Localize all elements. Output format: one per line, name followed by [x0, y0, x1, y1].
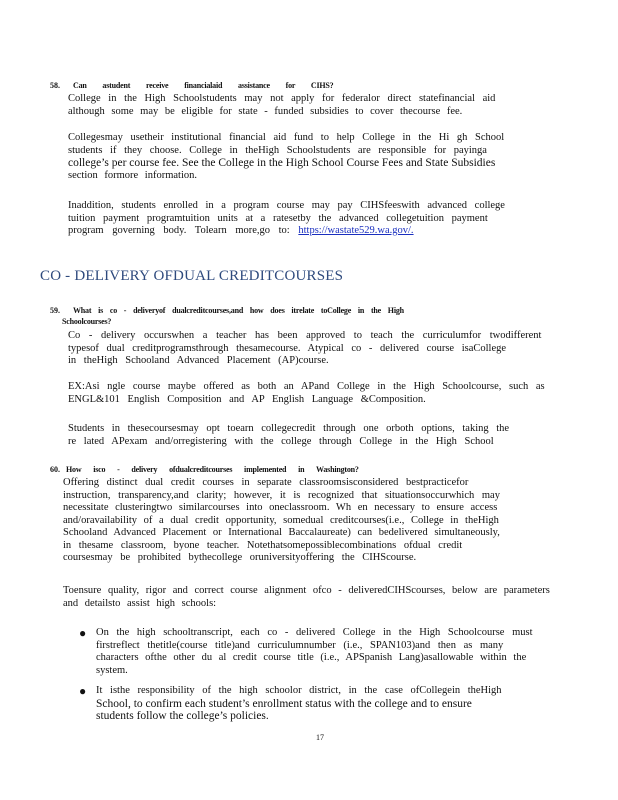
bullet-icon: ● — [79, 684, 87, 698]
text-line: firstreflect thetitle(course title)and curriculumnumber (i.e., SPAN103)and then as many — [96, 639, 504, 651]
text-line: typesof dual creditprogramsthrough thesamecourse. Atypical co - delivered course isaCollege — [68, 342, 507, 354]
text-line: College in the High Schoolstudents may not apply for federalor direct statefinancial aid — [68, 93, 496, 104]
text-line: students if they choose. College in theHigh Schoolstudents are responsible for payinga — [68, 144, 487, 156]
text-line: section formore information. — [68, 169, 198, 181]
question-number: 59. — [50, 306, 60, 315]
question-58: Can astudent receive financialaid assistance for CIHS? — [73, 81, 334, 90]
q58-paragraph-1 — [68, 93, 514, 118]
question-number: 58. — [50, 81, 60, 90]
q59-paragraph-2 — [68, 381, 556, 406]
text-line: in theHigh Schooland Advanced Placement (AP)course. — [68, 355, 329, 366]
text-line: and detailsto assist high schools: — [63, 597, 217, 609]
text-line: Students in thesecoursesmay opt toearn collegecredit through one orboth options, taking the — [68, 423, 510, 434]
bullet-item-2 — [96, 685, 526, 723]
text-line: Toensure quality, rigor and correct course alignment ofco - deliveredCIHScourses, below are parameters — [63, 585, 550, 596]
text-line: It isthe responsibility of the high schoolor district, in the case ofCollegein theHigh — [96, 685, 502, 696]
text-line: necessitate clusteringtwo similarcourses into oneclassroom. Wh en necessary to ensure access — [63, 502, 498, 513]
bullet-icon: ● — [79, 626, 87, 640]
text-line: program governing body. Tolearn more,go to: — [68, 225, 290, 236]
question-59-continued: Schoolcourses? — [62, 317, 112, 326]
page-number: 17 — [316, 733, 324, 742]
text-line: Co - delivery occurswhen a teacher has been approved to teach the curriculumfor twodifferent — [68, 330, 542, 341]
question-60: How isco - delivery ofdualcreditcourses implemented in Washington? — [66, 465, 359, 474]
q58-paragraph-3 — [68, 200, 528, 238]
q60-paragraph-1 — [63, 477, 553, 565]
text-line: system. — [96, 664, 128, 676]
text-line: in thesame classroom, byone teacher. Notethatsomepossiblecombinations ofdual credit — [63, 539, 463, 551]
q59-paragraph-3 — [68, 423, 548, 448]
text-line: characters ofthe other du al credit course title (i.e., APSpanish Lang)asallowable within the — [96, 652, 527, 663]
text-line: instruction, transparency,and clarity; however, it is recognized that situationsoccurwhich may — [63, 489, 500, 501]
text-line: tuition payment programtuition units at a ratesetby the advanced collegetuition payment — [68, 212, 488, 224]
text-line: Schooland Advanced Placement or International Baccalaureate) can bedelivered simultaneously, — [63, 527, 500, 538]
text-line: Collegesmay usetheir institutional financial aid fund to help College in the Hi gh School — [68, 132, 505, 143]
text-line: re lated APexam and/orregistering with the college through College in the High School — [68, 435, 494, 447]
text-line: college’s per course fee. See the College in the High School Course Fees and State Subsidies — [68, 157, 496, 169]
text-line: Inaddition, students enrolled in a program course may pay CIHSfeeswith advanced college — [68, 200, 505, 211]
text-line: ENGL&101 English Composition and AP English Language &Composition. — [68, 393, 426, 405]
text-line: students follow the college’s policies. — [96, 710, 269, 722]
text-line: On the high schooltranscript, each co - delivered College in the High Schoolcourse must — [96, 627, 533, 638]
question-number: 60. — [50, 465, 60, 474]
q60-paragraph-2 — [63, 585, 603, 610]
text-line: Offering distinct dual credit courses in separate classroomsisconsidered bestpracticefor — [63, 477, 469, 488]
text-line: EX:Asi ngle course maybe offered as both an APand College in the High Schoolcourse, such as — [68, 381, 545, 392]
bullet-item-1 — [96, 627, 566, 677]
wastate529-link[interactable]: https://wastate529.wa.gov/. — [298, 225, 414, 236]
q58-paragraph-2 — [68, 132, 514, 182]
question-59: What is co - deliveryof dualcreditcourses,and how does itrelate toCollege in the High — [73, 306, 404, 315]
text-line: coursesmay be prohibited bythecollege oruniversityoffering the CIHScourse. — [63, 552, 417, 563]
q59-paragraph-1 — [68, 330, 540, 368]
text-line: School, to confirm each student’s enrollment status with the college and to ensure — [96, 697, 472, 710]
section-heading: CO - DELIVERY OFDUAL CREDITCOURSES — [40, 268, 344, 284]
text-line: although some may be eligible for state - funded subsidies to cover thecourse fee. — [68, 105, 463, 117]
text-line: and/oravailability of a dual credit opportunity, somedual creditcourses(i.e., College in theHigh — [63, 514, 499, 526]
